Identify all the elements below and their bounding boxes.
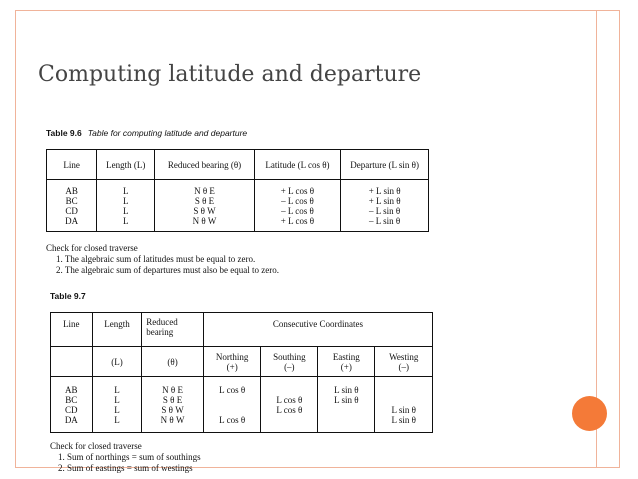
northing-label: Northing bbox=[215, 351, 249, 362]
slide-title: Computing latitude and departure bbox=[38, 62, 422, 87]
table2-col-easting bbox=[318, 377, 375, 433]
table2-col-westing bbox=[375, 377, 433, 433]
table2-cell: L sin θ bbox=[391, 414, 416, 425]
table1-header-length: Length (L) bbox=[97, 150, 155, 180]
table2-header-easting bbox=[318, 347, 375, 377]
table2-cell: N θ W bbox=[160, 414, 185, 425]
table2-col-bearing bbox=[142, 377, 204, 433]
table2-col-length bbox=[92, 377, 142, 433]
table2-cell: S θ W bbox=[161, 404, 184, 415]
westing-label: Westing bbox=[389, 351, 419, 362]
decorative-circle bbox=[572, 396, 607, 431]
table1-header-bearing: Reduced bearing (θ) bbox=[155, 150, 254, 180]
table2-header-southing bbox=[261, 347, 318, 377]
table1-cell: + L cos θ bbox=[280, 215, 315, 226]
table2-header-line: Line bbox=[51, 313, 93, 347]
table2-cell bbox=[231, 405, 233, 415]
table2-cell: N θ E bbox=[162, 384, 183, 395]
table1-note-heading: Check for closed traverse bbox=[46, 243, 138, 253]
table1-cell: DA bbox=[65, 215, 79, 226]
table1-header-departure: Departure (L sin θ) bbox=[341, 150, 429, 180]
table1-cell: – L cos θ bbox=[281, 205, 314, 216]
table2-note-2: 2. Sum of eastings = sum of westings bbox=[58, 463, 193, 473]
table2-cell: L cos θ bbox=[219, 414, 246, 425]
table2 bbox=[50, 312, 433, 433]
table1-cell: – L sin θ bbox=[369, 215, 401, 226]
table2-cell: L sin θ bbox=[334, 394, 359, 405]
table2-note-heading: Check for closed traverse bbox=[50, 441, 142, 451]
table1 bbox=[46, 149, 429, 232]
table1-cell: S θ E bbox=[194, 195, 215, 206]
table2-cell: L sin θ bbox=[334, 384, 359, 395]
table1-header-latitude: Latitude (L cos θ) bbox=[254, 150, 341, 180]
easting-label: Easting bbox=[332, 351, 360, 362]
table2-cell: AB bbox=[65, 384, 78, 395]
table2-cell: L bbox=[114, 394, 120, 405]
table2-col-line bbox=[51, 377, 93, 433]
table2-cell: BC bbox=[65, 394, 78, 405]
table2-header-coordinates: Consecutive Coordinates bbox=[203, 313, 432, 347]
table2-caption bbox=[50, 291, 92, 301]
table2-header-westing bbox=[375, 347, 433, 377]
southing-label: Southing bbox=[273, 351, 306, 362]
table2-cell bbox=[288, 415, 290, 425]
table1-note-1: 1. The algebraic sum of latitudes must be equal to zero. bbox=[56, 254, 256, 264]
table2-cell bbox=[231, 395, 233, 405]
table2-cell bbox=[403, 395, 405, 405]
table1-col-line bbox=[47, 180, 97, 232]
table2-cell: L bbox=[114, 414, 120, 425]
table1-header-line: Line bbox=[47, 150, 97, 180]
southing-sign: (–) bbox=[284, 361, 295, 372]
northing-sign: (+) bbox=[226, 361, 238, 372]
table2-subheader-bearing: (θ) bbox=[142, 347, 204, 377]
table2-cell bbox=[403, 385, 405, 395]
table1-cell: N θ E bbox=[194, 185, 215, 196]
table2-cell: L cos θ bbox=[276, 394, 303, 405]
table2-note-1: 1. Sum of northings = sum of southings bbox=[58, 452, 201, 462]
table1-cell: – L sin θ bbox=[369, 205, 401, 216]
table2-cell: DA bbox=[64, 414, 78, 425]
table1-col-bearing bbox=[155, 180, 254, 232]
table1-cell: + L cos θ bbox=[280, 185, 315, 196]
table1-caption-label: Table 9.6 bbox=[46, 128, 82, 138]
table1-cell: – L cos θ bbox=[281, 195, 314, 206]
table2-cell: L sin θ bbox=[391, 404, 416, 415]
table1-col-latitude bbox=[254, 180, 341, 232]
table2-cell: L cos θ bbox=[276, 404, 303, 415]
table2-cell bbox=[288, 385, 290, 395]
table1-cell: N θ W bbox=[192, 215, 217, 226]
table1-cell: L bbox=[123, 215, 129, 226]
table2-col-southing bbox=[261, 377, 318, 433]
table2-cell bbox=[345, 405, 347, 415]
table1-cell: + L sin θ bbox=[368, 195, 401, 206]
table2-cell: CD bbox=[65, 404, 78, 415]
table2-header-length: Length bbox=[92, 313, 142, 347]
table1-cell: AB bbox=[65, 185, 78, 196]
table1-cell: S θ W bbox=[193, 205, 216, 216]
table2-header-northing bbox=[203, 347, 261, 377]
table1-caption-text: Table for computing latitude and departure bbox=[87, 128, 248, 138]
table1-cell: BC bbox=[65, 195, 78, 206]
table2-header-bearing: Reduced bearing bbox=[142, 313, 204, 347]
table1-col-length bbox=[97, 180, 155, 232]
table1-cell: + L sin θ bbox=[368, 185, 401, 196]
easting-sign: (+) bbox=[340, 361, 352, 372]
table1-note-2: 2. The algebraic sum of departures must also be equal to zero. bbox=[56, 265, 280, 275]
table2-subheader-length: (L) bbox=[92, 347, 142, 377]
table1-caption bbox=[46, 128, 247, 138]
table2-caption-label: Table 9.7 bbox=[50, 291, 86, 301]
table2-cell: S θ E bbox=[162, 394, 183, 405]
table1-cell: CD bbox=[65, 205, 78, 216]
table1-col-departure bbox=[341, 180, 429, 232]
table2-cell: L bbox=[114, 384, 120, 395]
table2-cell: L cos θ bbox=[219, 384, 246, 395]
table1-cell: L bbox=[123, 185, 129, 196]
table2-cell: L bbox=[114, 404, 120, 415]
table2-subheader-empty bbox=[51, 347, 93, 377]
westing-sign: (–) bbox=[398, 361, 409, 372]
table2-cell bbox=[345, 415, 347, 425]
table1-cell: L bbox=[123, 205, 129, 216]
table1-cell: L bbox=[123, 195, 129, 206]
table2-col-northing bbox=[203, 377, 261, 433]
